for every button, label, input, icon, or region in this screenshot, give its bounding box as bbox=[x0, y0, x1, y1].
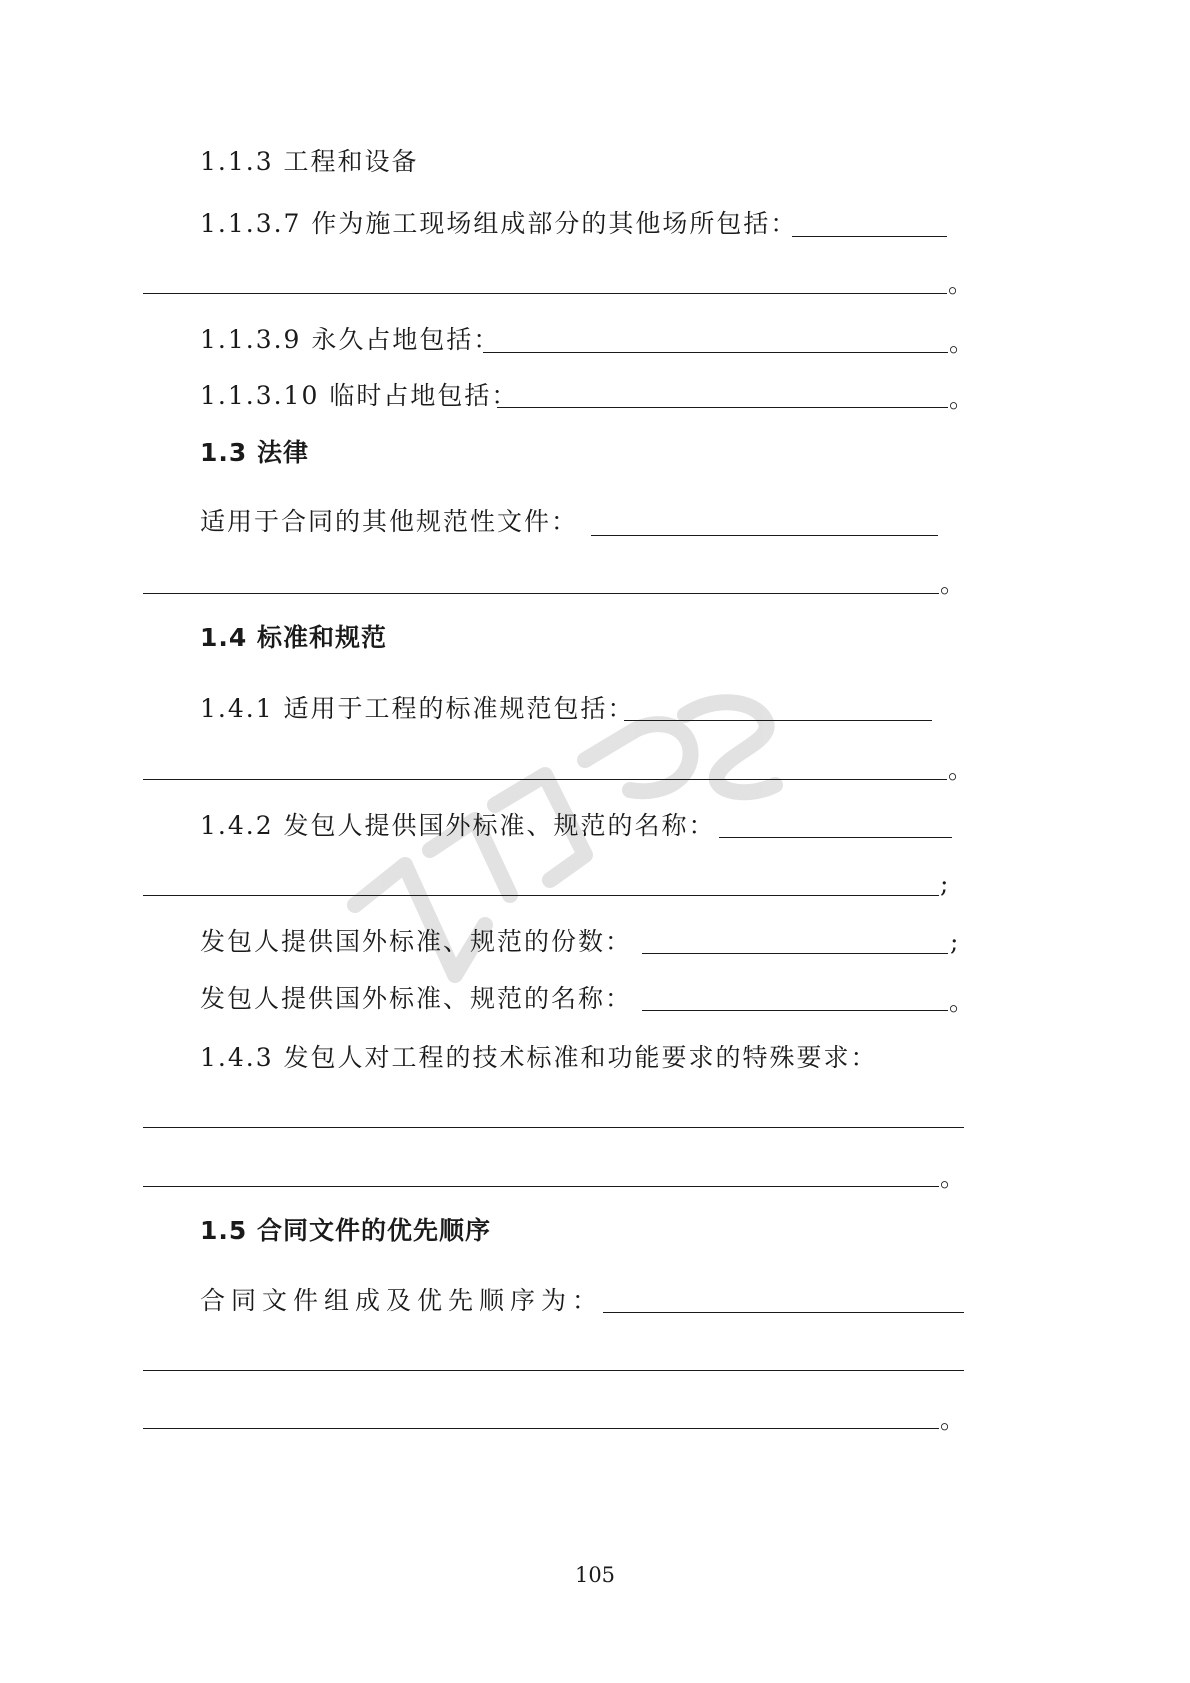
fill-blank[interactable] bbox=[792, 236, 947, 237]
heading-1-3: 1.3 法律 bbox=[200, 438, 309, 467]
fill-blank[interactable] bbox=[497, 407, 948, 408]
clause-1-4-3: 1.4.3 发包人对工程的技术标准和功能要求的特殊要求： bbox=[200, 1043, 878, 1072]
period-mark: 。 bbox=[948, 755, 974, 784]
clause-1-1-3-7: 1.1.3.7 作为施工现场组成部分的其他场所包括： bbox=[200, 209, 798, 238]
fill-blank[interactable] bbox=[624, 720, 932, 721]
fill-blank[interactable] bbox=[143, 1127, 964, 1128]
fill-blank[interactable] bbox=[143, 1428, 939, 1429]
fill-blank[interactable] bbox=[143, 779, 947, 780]
period-mark: 。 bbox=[949, 328, 975, 357]
fill-blank[interactable] bbox=[591, 535, 938, 536]
clause-standards-copies: 发包人提供国外标准、规范的份数： bbox=[200, 927, 633, 956]
clause-contract-order: 合同文件组成及优先顺序为： bbox=[200, 1286, 604, 1315]
heading-1-5: 1.5 合同文件的优先顺序 bbox=[200, 1216, 491, 1245]
fill-blank[interactable] bbox=[143, 1186, 939, 1187]
fill-blank[interactable] bbox=[642, 953, 948, 954]
fill-blank[interactable] bbox=[483, 352, 948, 353]
fill-blank[interactable] bbox=[143, 593, 939, 594]
fill-blank[interactable] bbox=[603, 1312, 964, 1313]
period-mark: 。 bbox=[949, 384, 975, 413]
fill-blank[interactable] bbox=[143, 1370, 964, 1371]
period-mark: 。 bbox=[940, 569, 966, 598]
fill-blank[interactable] bbox=[143, 895, 939, 896]
page-number: 105 bbox=[574, 1563, 616, 1587]
fill-blank[interactable] bbox=[642, 1010, 948, 1011]
period-mark: 。 bbox=[940, 1405, 966, 1434]
fill-blank[interactable] bbox=[719, 837, 952, 838]
clause-applicable-documents: 适用于合同的其他规范性文件： bbox=[200, 507, 579, 536]
clause-1-4-2: 1.4.2 发包人提供国外标准、规范的名称： bbox=[200, 811, 716, 840]
semicolon-mark: ; bbox=[950, 927, 959, 956]
heading-1-4: 1.4 标准和规范 bbox=[200, 623, 387, 652]
period-mark: 。 bbox=[940, 1163, 966, 1192]
clause-standards-names: 发包人提供国外标准、规范的名称： bbox=[200, 984, 633, 1013]
clause-1-4-1: 1.4.1 适用于工程的标准规范包括： bbox=[200, 694, 635, 723]
clause-1-1-3-10: 1.1.3.10 临时占地包括： bbox=[200, 381, 519, 410]
semicolon-mark: ; bbox=[940, 869, 949, 898]
heading-1-1-3: 1.1.3 工程和设备 bbox=[200, 147, 419, 176]
clause-1-1-3-9: 1.1.3.9 永久占地包括： bbox=[200, 325, 501, 354]
period-mark: 。 bbox=[949, 987, 975, 1016]
period-mark: 。 bbox=[948, 269, 974, 298]
wps-watermark-logo bbox=[335, 675, 805, 1025]
fill-blank[interactable] bbox=[143, 293, 947, 294]
